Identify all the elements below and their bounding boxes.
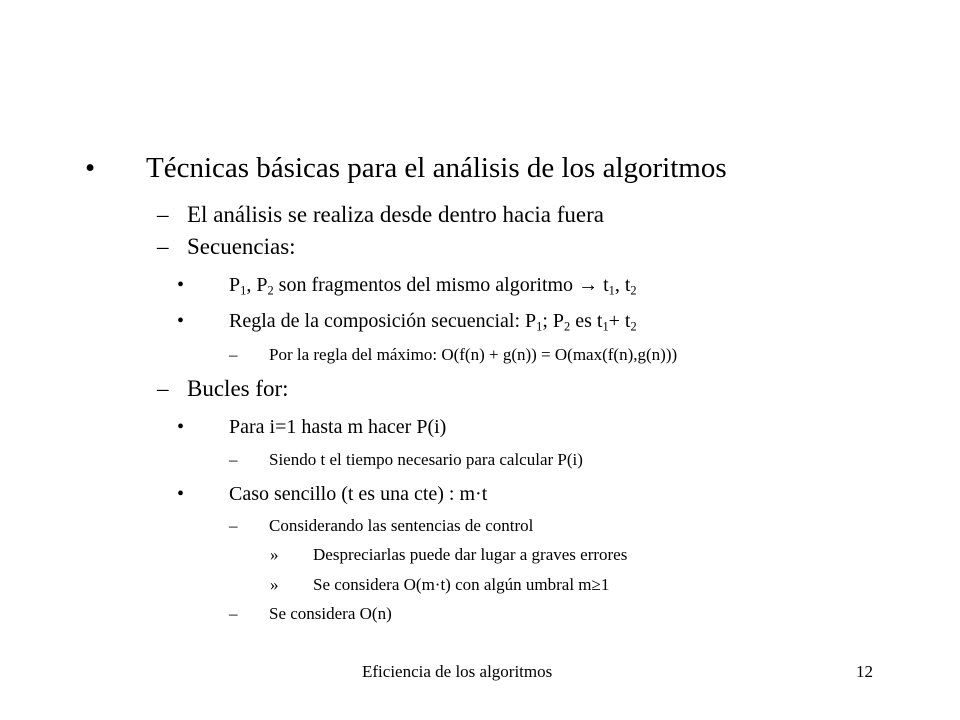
bullet-dash: –	[229, 345, 238, 364]
neglect-text: Despreciarlas puede dar lugar a graves errores	[313, 545, 628, 564]
composition-rule-text: Regla de la composición secuencial: $P_1$; $P_2$ es $t_1+ t_2$	[229, 310, 637, 334]
fragments-text: $P_1$, $P_2$ son fragmentos del mismo algoritmo → $t_1$, $t_2$	[229, 274, 637, 298]
footer-title: Eficiencia de los algoritmos	[362, 662, 553, 681]
right-arrow-icon: →	[578, 274, 599, 296]
for-loops-heading: Bucles for:	[187, 376, 289, 401]
bullet-dot: •	[177, 310, 185, 332]
bullet-guillemet: »	[270, 575, 279, 594]
for-statement-text: Para i=1 hasta m hacer P(i)	[229, 416, 447, 438]
analysis-text: El análisis se realiza desde dentro hacia fuera	[187, 202, 604, 227]
slide-title: Técnicas básicas para el análisis de los algoritmos	[146, 152, 727, 184]
bullet-dash: –	[229, 450, 238, 469]
simple-case-text: Caso sencillo (t es una cte) : m·t	[229, 483, 488, 505]
bullet-guillemet: »	[270, 545, 279, 564]
bullet-dash: –	[229, 604, 238, 623]
bullet-dot: •	[177, 483, 185, 505]
control-text: Considerando las sentencias de control	[269, 516, 534, 535]
bullet-dot: •	[177, 416, 185, 438]
bullet-dash: –	[157, 376, 169, 401]
page-number: 12	[856, 662, 873, 681]
bullet-dash: –	[157, 202, 169, 227]
order-n-text: Se considera O(n)	[269, 604, 392, 623]
bullet-dash: –	[157, 234, 169, 259]
threshold-text: Se considera O(m·t) con algún umbral m≥1	[313, 575, 610, 594]
bullet-dot: •	[85, 152, 96, 184]
max-rule-text: Por la regla del máximo: O(f(n) + g(n)) = O(max(f(n),g(n)))	[269, 345, 678, 364]
bullet-dot: •	[177, 274, 185, 296]
sequences-heading: Secuencias:	[187, 234, 296, 259]
bullet-dash: –	[229, 516, 238, 535]
for-time-text: Siendo t el tiempo necesario para calcular P(i)	[269, 450, 583, 469]
